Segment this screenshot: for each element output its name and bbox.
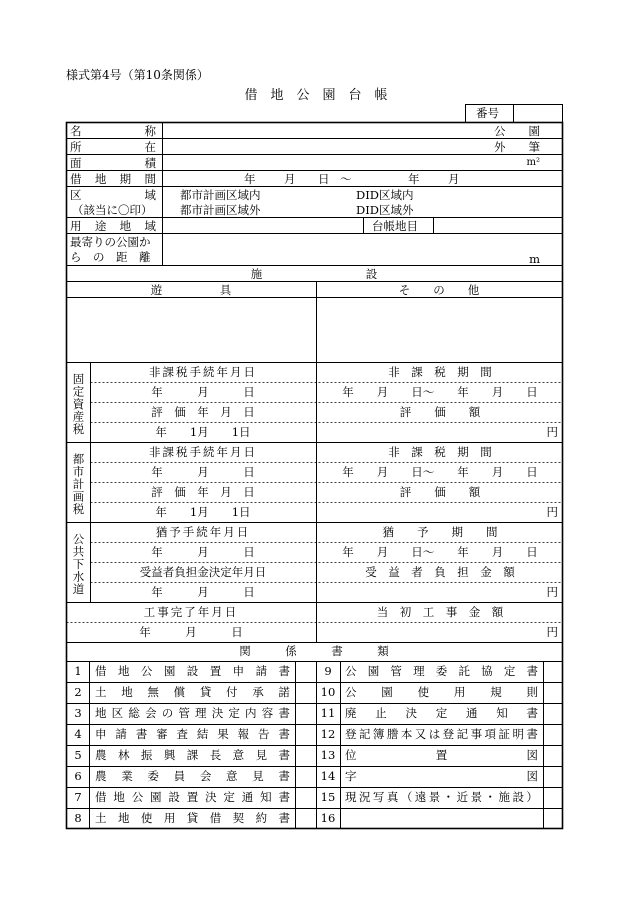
document-name: 公 園 使 用 規 則 xyxy=(345,685,538,699)
fat-proc-date-value: 年 月 日 xyxy=(151,385,255,399)
document-number: 5 xyxy=(74,748,82,762)
document-name: 申 請 書 審 査 結 果 報 告 書 xyxy=(95,727,290,741)
sqm-unit: m² xyxy=(526,157,540,168)
document-name: 公 園 管 理 委 託 協 定 書 xyxy=(345,664,538,678)
document-number: 6 xyxy=(74,769,82,783)
cpt-eval-date-value: 年 1月 1日 xyxy=(155,505,251,519)
fat-period-label: 非 課 税 期 間 xyxy=(388,365,492,379)
document-number: 10 xyxy=(320,685,336,699)
fat-period-value: 年 月 日～ 年 月 日 xyxy=(342,385,538,399)
fat-eval-date-label: 評 価 年 月 日 xyxy=(151,405,255,419)
cpt-proc-date-value: 年 月 日 xyxy=(151,465,255,479)
lease-month-2: 月 xyxy=(448,172,460,186)
lot-label: 外 筆 xyxy=(494,140,540,154)
document-name: 字 図 xyxy=(345,769,538,783)
document-name: 登 記 簿 謄 本 又 は 登 記 事 項 証 明 書 xyxy=(345,727,538,741)
label-name: 名 称 xyxy=(70,124,156,138)
document-number: 11 xyxy=(320,706,336,720)
label-location: 所 在 xyxy=(70,140,156,154)
label-zone-note: （該当に〇印） xyxy=(72,203,153,217)
lease-day: 日 xyxy=(318,172,330,186)
facilities-header: 施 設 xyxy=(250,267,378,281)
lease-year-2: 年 xyxy=(408,172,420,186)
document-name: 借 地 公 園 設 置 決 定 通 知 書 xyxy=(95,790,290,804)
facilities-play: 遊 具 xyxy=(150,283,232,297)
page-title: 借 地 公 園 台 帳 xyxy=(244,88,388,103)
document-number: 2 xyxy=(74,685,82,699)
zone-urban-in[interactable]: 都市計画区域内 xyxy=(180,188,261,202)
cpt-period-value: 年 月 日～ 年 月 日 xyxy=(342,465,538,479)
document-name: 現 況 写 真 （ 遠 景 ・ 近 景 ・ 施 設 ） xyxy=(345,790,538,804)
sewer-proc-date-value: 年 月 日 xyxy=(151,545,255,559)
document-name: 農 林 振 興 課 長 意 見 書 xyxy=(95,748,290,762)
construction-yen: 円 xyxy=(546,625,558,639)
label-nearest-park-2: ら の 距 離 xyxy=(70,250,151,264)
label-area: 面 積 xyxy=(70,156,156,170)
label-nearest-park-1: 最寄りの公園か xyxy=(70,235,151,249)
cpt-proc-date-label: 非課税手続年月日 xyxy=(149,445,257,459)
sewer-proc-date-label: 猶予手続年月日 xyxy=(155,525,251,539)
document-number: 7 xyxy=(74,790,82,804)
form-id: 様式第4号（第10条関係） xyxy=(66,68,209,82)
document-name: 土 地 使 用 貸 借 契 約 書 xyxy=(95,811,290,825)
sewer-period-value: 年 月 日～ 年 月 日 xyxy=(342,545,538,559)
document-number: 13 xyxy=(320,748,336,762)
document-name: 借 地 公 園 設 置 申 請 書 xyxy=(95,664,290,678)
number-label: 番号 xyxy=(476,106,499,120)
document-number: 4 xyxy=(74,727,82,741)
lease-year: 年 xyxy=(244,172,256,186)
document-number: 1 xyxy=(74,664,82,678)
documents-header: 関 係 書 類 xyxy=(239,644,389,658)
zone-urban-out[interactable]: 都市計画区域外 xyxy=(180,203,261,217)
fat-eval-amount-label: 評 価 額 xyxy=(399,405,481,419)
sewer-decision-date-label: 受益者負担金決定年月日 xyxy=(139,565,267,579)
document-number: 3 xyxy=(74,706,82,720)
document-number: 12 xyxy=(320,727,336,741)
construction-done-value: 年 月 日 xyxy=(139,625,243,639)
sewer-decision-date-value: 年 月 日 xyxy=(151,585,255,599)
document-number: 16 xyxy=(320,811,336,825)
document-name: 土 地 無 償 貸 付 承 諾 xyxy=(95,685,290,699)
construction-cost-label: 当 初 工 事 金 額 xyxy=(376,605,504,619)
cpt-yen: 円 xyxy=(546,505,558,519)
label-lease-period: 借 地 期 間 xyxy=(70,172,156,186)
park-label: 公 園 xyxy=(494,124,540,138)
document-name: 地 区 総 会 の 管 理 決 定 内 容 書 xyxy=(95,706,290,720)
document-number: 8 xyxy=(74,811,82,825)
lease-month: 月 xyxy=(284,172,296,186)
fat-yen: 円 xyxy=(546,425,558,439)
sewer-amount-label: 受 益 者 負 担 金 額 xyxy=(365,565,515,579)
document-name: 農 業 委 員 会 意 見 書 xyxy=(95,769,290,783)
fat-eval-date-value: 年 1月 1日 xyxy=(155,425,251,439)
sewer-label: 公共下水道 xyxy=(71,533,86,596)
sewer-yen: 円 xyxy=(546,585,558,599)
document-name: 位 置 図 xyxy=(345,748,538,762)
document-name: 廃 止 決 定 通 知 書 xyxy=(345,706,538,720)
zone-did-out[interactable]: DID区域外 xyxy=(356,203,414,217)
sewer-period-label: 猶 予 期 間 xyxy=(382,525,498,539)
label-usage-zone: 用 途 地 域 xyxy=(70,219,156,233)
cpt-eval-date-label: 評 価 年 月 日 xyxy=(151,485,255,499)
city-planning-tax-label: 都市計画税 xyxy=(71,453,86,516)
label-zone: 区 域 xyxy=(70,188,156,202)
lease-tilde: ～ xyxy=(340,172,352,186)
document-number: 14 xyxy=(320,769,336,783)
fixed-asset-tax-label: 固定資産税 xyxy=(71,373,86,436)
document-number: 15 xyxy=(320,790,336,804)
cpt-eval-amount-label: 評 価 額 xyxy=(399,485,481,499)
ledger-category-label: 台帳地目 xyxy=(372,219,418,233)
cpt-period-label: 非 課 税 期 間 xyxy=(388,445,492,459)
fat-proc-date-label: 非課税手続年月日 xyxy=(149,365,257,379)
document-number: 9 xyxy=(324,664,332,678)
zone-did-in[interactable]: DID区域内 xyxy=(356,188,414,202)
facilities-other: そ の 他 xyxy=(398,283,480,297)
meter-unit: m xyxy=(529,252,540,266)
construction-done-label: 工事完了年月日 xyxy=(143,605,239,619)
